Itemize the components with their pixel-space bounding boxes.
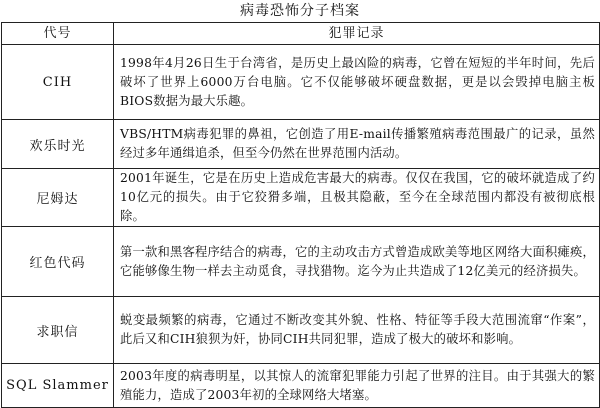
row-code-sql-slammer: SQL Slammer xyxy=(2,364,114,408)
table-row xyxy=(2,297,600,364)
row-record-nimda: 2001年诞生，它是在历史上造成危害最大的病毒。仅仅在我国，它的破坏就造成了约10亿元的损失。由于它狡猾多端，且极其隐蔽，至今在全球范围内都没有被彻底根除。 xyxy=(114,169,600,227)
table-row xyxy=(2,169,600,227)
row-record-klez: 蜕变最频繁的病毒，它通过不断改变其外貌、性格、特征等手段大范围流窜“作案”，此后又和CIH狼狈为奸，协同CIH共同犯罪，造成了极大的破坏和影响。 xyxy=(114,297,600,364)
row-code-klez: 求职信 xyxy=(2,297,114,364)
table-header-row xyxy=(2,23,600,45)
row-code-happy-time: 欢乐时光 xyxy=(2,120,114,169)
page-title: 病毒恐怖分子档案 xyxy=(240,3,360,19)
table-row xyxy=(2,120,600,169)
table-row xyxy=(2,45,600,120)
row-record-code-red: 第一款和黑客程序结合的病毒，它的主动攻击方式曾造成欧美等地区网络大面积瘫痪，它能够像生物一样去主动觅食，寻找猎物。迄今为止共造成了12亿美元的经济损失。 xyxy=(114,227,600,297)
row-record-cih: 1998年4月26日生于台湾省，是历史上最凶险的病毒，它曾在短短的半年时间，先后破坏了世界上6000万台电脑。它不仅能够破坏硬盘数据，更是以会毁掉电脑主板BIOS数据为最大乐趣。 xyxy=(114,45,600,120)
row-record-sql-slammer: 2003年度的病毒明星，以其惊人的流窜犯罪能力引起了世界的注目。由于其强大的繁殖能力，造成了2003年初的全球网络大堵塞。 xyxy=(114,364,600,408)
row-code-cih: CIH xyxy=(2,45,114,120)
header-record: 犯罪记录 xyxy=(114,23,600,45)
row-record-happy-time: VBS/HTM病毒犯罪的鼻祖，它创造了用E-mail传播繁殖病毒范围最广的记录，虽然经过多年通缉追杀，但至今仍然在世界范围内活动。 xyxy=(114,120,600,169)
row-code-nimda: 尼姆达 xyxy=(2,169,114,227)
table-row xyxy=(2,364,600,408)
header-code: 代号 xyxy=(2,23,114,45)
table-row xyxy=(2,227,600,297)
row-code-code-red: 红色代码 xyxy=(2,227,114,297)
virus-archive-table xyxy=(1,22,600,408)
